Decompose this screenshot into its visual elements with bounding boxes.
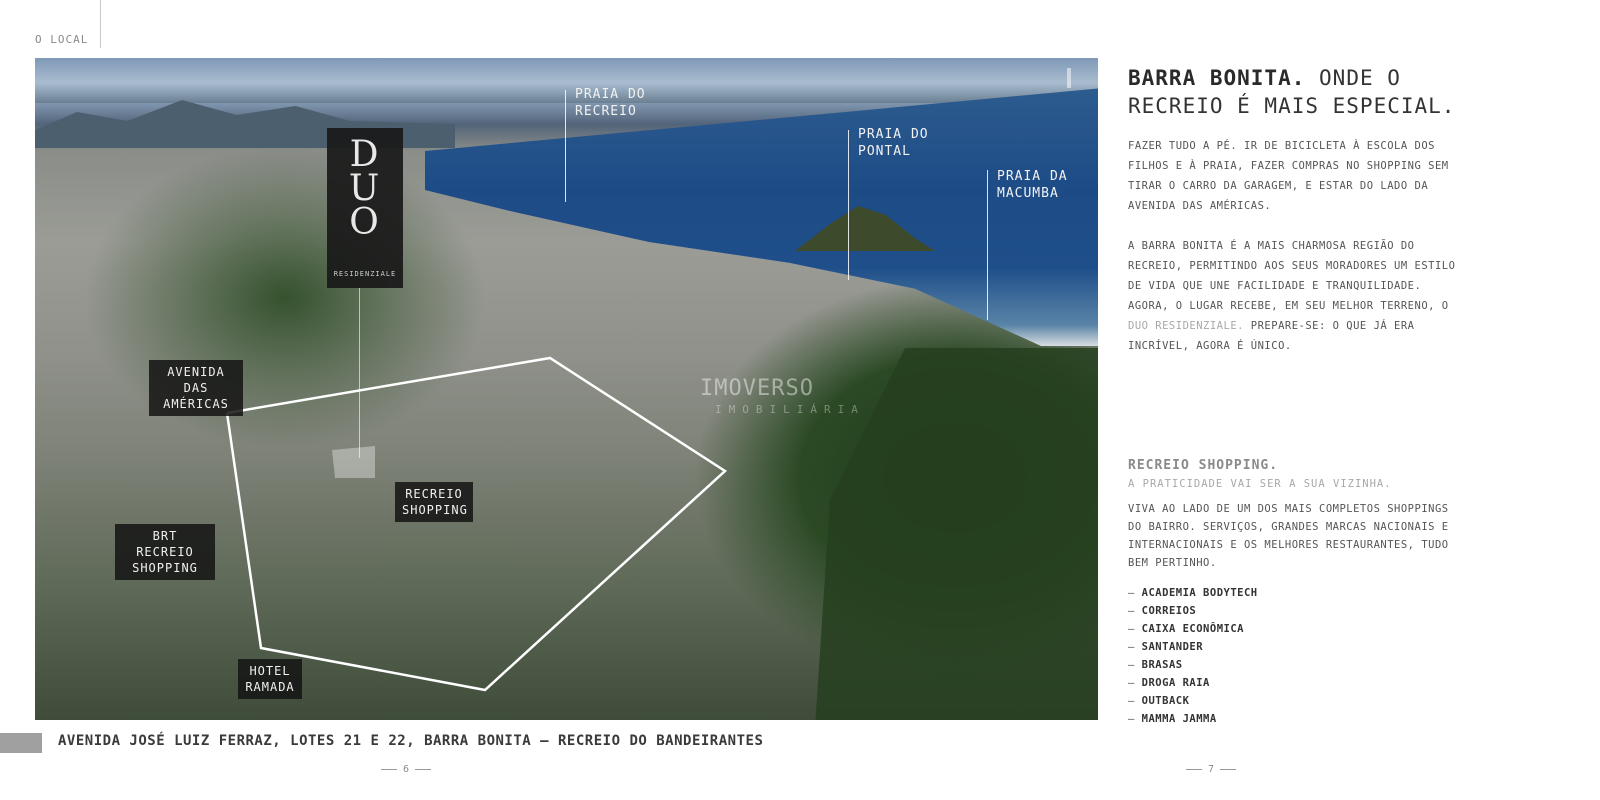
- duo-highlight: DUO RESIDENZIALE.: [1128, 320, 1244, 332]
- label-praia-pontal: PRAIA DO PONTAL: [858, 127, 929, 159]
- region-paragraph: [1128, 236, 1458, 356]
- duo-logo-subtitle: RESIDENZIALE: [333, 270, 397, 278]
- list-item: – MAMMA JAMMA: [1128, 710, 1258, 728]
- watermark-logo: IMOVERSO: [700, 376, 814, 401]
- footer-accent-bar: [0, 733, 42, 753]
- tag-brt-recreio: BRT RECREIO SHOPPING: [115, 524, 215, 580]
- list-item: – OUTBACK: [1128, 692, 1258, 710]
- section-label: O LOCAL: [35, 33, 89, 46]
- top-divider: [100, 0, 101, 48]
- leader-praia-pontal: [848, 130, 849, 280]
- store-list: [1128, 584, 1258, 728]
- shopping-tagline: A PRATICIDADE VAI SER A SUA VIZINHA.: [1128, 478, 1392, 490]
- address-line: AVENIDA JOSÉ LUIZ FERRAZ, LOTES 21 E 22, BARRA BONITA – RECREIO DO BANDEIRANTES: [58, 733, 764, 749]
- list-item: – CAIXA ECONÔMICA: [1128, 620, 1258, 638]
- region-paragraph-end: PREPARE-SE: O QUE JÁ ERA INCRÍVEL, AGORA É ÚNICO.: [1128, 320, 1415, 352]
- tag-hotel-ramada: HOTEL RAMADA: [238, 659, 302, 699]
- leader-duo: [359, 288, 360, 458]
- list-item: – ACADEMIA BODYTECH: [1128, 584, 1258, 602]
- leader-praia-recreio: [565, 90, 566, 202]
- label-praia-macumba: PRAIA DA MACUMBA: [997, 169, 1068, 201]
- shopping-title: RECREIO SHOPPING.: [1128, 458, 1279, 473]
- duo-logo-text: D U O: [348, 134, 382, 243]
- shopping-description: VIVA AO LADO DE UM DOS MAIS COMPLETOS SHOPPINGS DO BAIRRO. SERVIÇOS, GRANDES MARCAS NACIONAIS E INTERNACIONAIS E OS MELHORES RESTAURANTES, TUDO BEM PERTINHO.: [1128, 503, 1449, 569]
- leader-praia-macumba: [987, 170, 988, 320]
- headline-rest: ONDE O RECREIO É MAIS ESPECIAL.: [1128, 66, 1456, 118]
- list-item: – BRASAS: [1128, 656, 1258, 674]
- duo-residenziale-logo: [327, 128, 403, 288]
- list-item: – SANTANDER: [1128, 638, 1258, 656]
- tag-avenida-americas: AVENIDA DAS AMÉRICAS: [149, 360, 243, 416]
- page-number-right: [1180, 764, 1242, 775]
- page-number-left-text: 6: [403, 764, 410, 775]
- list-item: – CORREIOS: [1128, 602, 1258, 620]
- tag-recreio-shopping: RECREIO SHOPPING: [395, 482, 473, 522]
- region-paragraph-text: A BARRA BONITA É A MAIS CHARMOSA REGIÃO DO RECREIO, PERMITINDO AOS SEUS MORADORES UM ESTILO DE VIDA QUE UNE FACILIDADE E TRANQUILIDADE. AGORA, O LUGAR RECEBE, EM SEU MELHOR TERRENO, O: [1128, 240, 1456, 312]
- watermark-subtitle: IMOBILIÁRIA: [715, 403, 865, 416]
- label-praia-recreio: PRAIA DO RECREIO: [575, 87, 646, 119]
- aerial-photo: [35, 58, 1098, 720]
- intro-paragraph: FAZER TUDO A PÉ. IR DE BICICLETA À ESCOLA DOS FILHOS E À PRAIA, FAZER COMPRAS NO SHOPPING SEM TIRAR O CARRO DA GARAGEM, E ESTAR DO LADO DA AVENIDA DAS AMÉRICAS.: [1128, 140, 1449, 212]
- page-number-left: [375, 764, 437, 775]
- headline: [1128, 64, 1508, 120]
- headline-bold: BARRA BONITA.: [1128, 66, 1306, 90]
- list-item: – DROGA RAIA: [1128, 674, 1258, 692]
- page-number-right-text: 7: [1208, 764, 1215, 775]
